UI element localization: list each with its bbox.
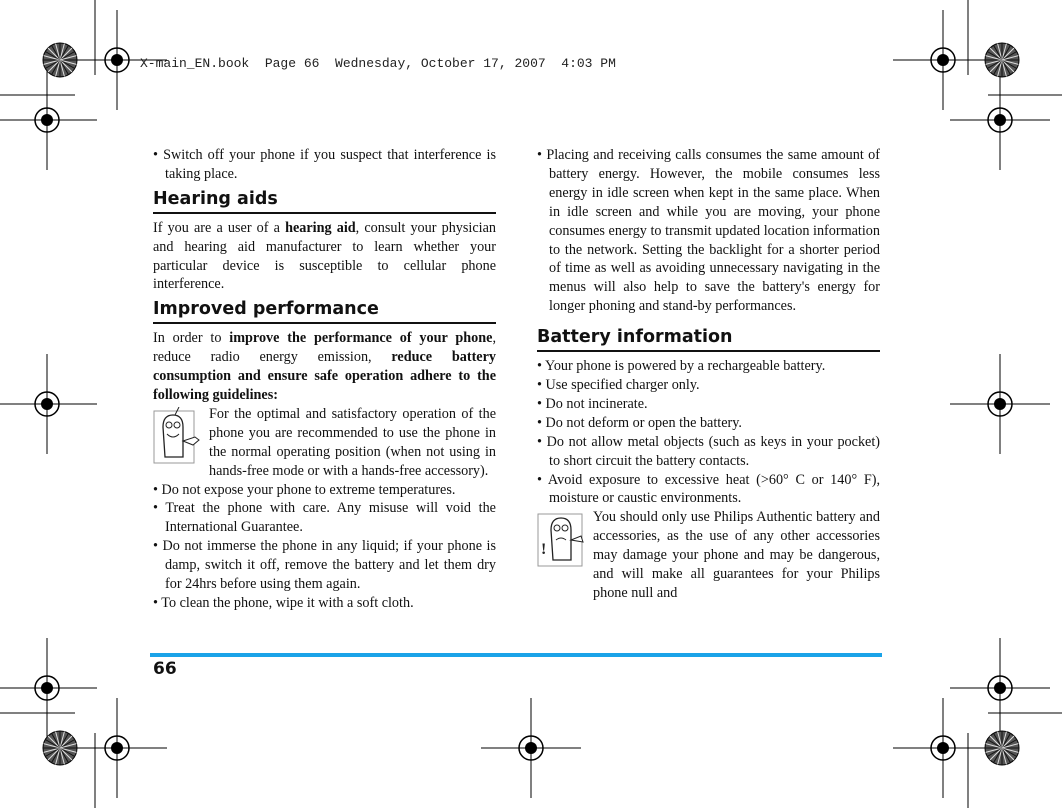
heading-hearing-aids: Hearing aids: [153, 190, 496, 214]
bullet-item: • Use specified charger only.: [537, 376, 700, 393]
crosshair-dot: [994, 682, 1006, 694]
crosshair-dot: [41, 682, 53, 694]
crosshair-dot: [937, 742, 949, 754]
bullet-item: • Treat the phone with care. Any misuse will void the International Guarantee.: [153, 500, 496, 536]
bullet-item: • Do not deform or open the battery.: [537, 414, 742, 431]
phone-mascot-icon: [153, 407, 203, 465]
bullet-item: • Do not expose your phone to extreme temperatures.: [153, 481, 456, 498]
left-column: [153, 146, 496, 613]
bullet-item: • Switch off your phone if you suspect that interference is taking place.: [153, 147, 497, 182]
crosshair-dot: [41, 398, 53, 410]
bullet-item: • Your phone is powered by a rechargeable battery.: [537, 358, 826, 375]
bullet-item: • Do not allow metal objects (such as keys in your pocket) to short circuit the battery contacts.: [537, 433, 880, 469]
crosshair-dot: [111, 54, 123, 66]
note-box: [153, 405, 496, 481]
bullet-item: • Do not incinerate.: [537, 395, 648, 412]
crosshair-dot: [994, 114, 1006, 126]
paragraph-hearing-aids: If you are a user of a hearing aid, consult your physician and hearing aid manufacturer to learn whether your particular device is susceptible to cellular phone interference.: [153, 219, 496, 293]
note-box: [537, 508, 880, 603]
right-column: [537, 146, 880, 603]
bullet-item: • To clean the phone, wipe it with a soft cloth.: [153, 594, 414, 611]
crosshair-dot: [525, 742, 537, 754]
footer-rule: [150, 653, 882, 657]
note-text: You should only use Philips Authentic battery and accessories, as the use of any other accessories may damage your phone and may be dangerous, and will make all guarantees for your Philips phone null and: [593, 509, 880, 601]
bullet-item: • Do not immerse the phone in any liquid; if your phone is damp, switch it off, remove the battery and let them dry for 24hrs before using them again.: [153, 538, 497, 593]
crosshair-dot: [994, 398, 1006, 410]
paragraph-performance: In order to improve the performance of your phone, reduce radio energy emission, reduce battery consumption and ensure safe operation adhere to the following guidelines:: [153, 330, 496, 403]
bullet-item: • Placing and receiving calls consumes the same amount of battery energy. However, the mobile consumes less energy in idle screen when kept in the same place. When in idle screen and while you are moving, your phone consumes energy to transmit updated location information to the network. Setting the backlight for a shorter period of time as well as avoiding unnecessary navigating in the menus will also help to save the battery's energy for longer phoning and stand-by performances.: [537, 147, 880, 315]
warning-mascot-icon: [537, 510, 587, 568]
print-header: X-main_EN.book Page 66 Wednesday, October 17, 2007 4:03 PM: [140, 56, 616, 71]
crosshair-dot: [41, 114, 53, 126]
note-text: For the optimal and satisfactory operation of the phone you are recommended to use the phone in the normal operating position (when not using in hands-free mode or with a hands-free accessory).: [209, 405, 496, 479]
heading-battery-information: Battery information: [537, 328, 880, 352]
heading-improved-performance: Improved performance: [153, 300, 496, 324]
crosshair-dot: [937, 54, 949, 66]
page-number: 66: [153, 659, 177, 679]
bullet-item: • Avoid exposure to excessive heat (>60° C or 140° F), moisture or caustic environments.: [537, 471, 881, 507]
svg-text:!: !: [541, 541, 547, 559]
crosshair-dot: [111, 742, 123, 754]
